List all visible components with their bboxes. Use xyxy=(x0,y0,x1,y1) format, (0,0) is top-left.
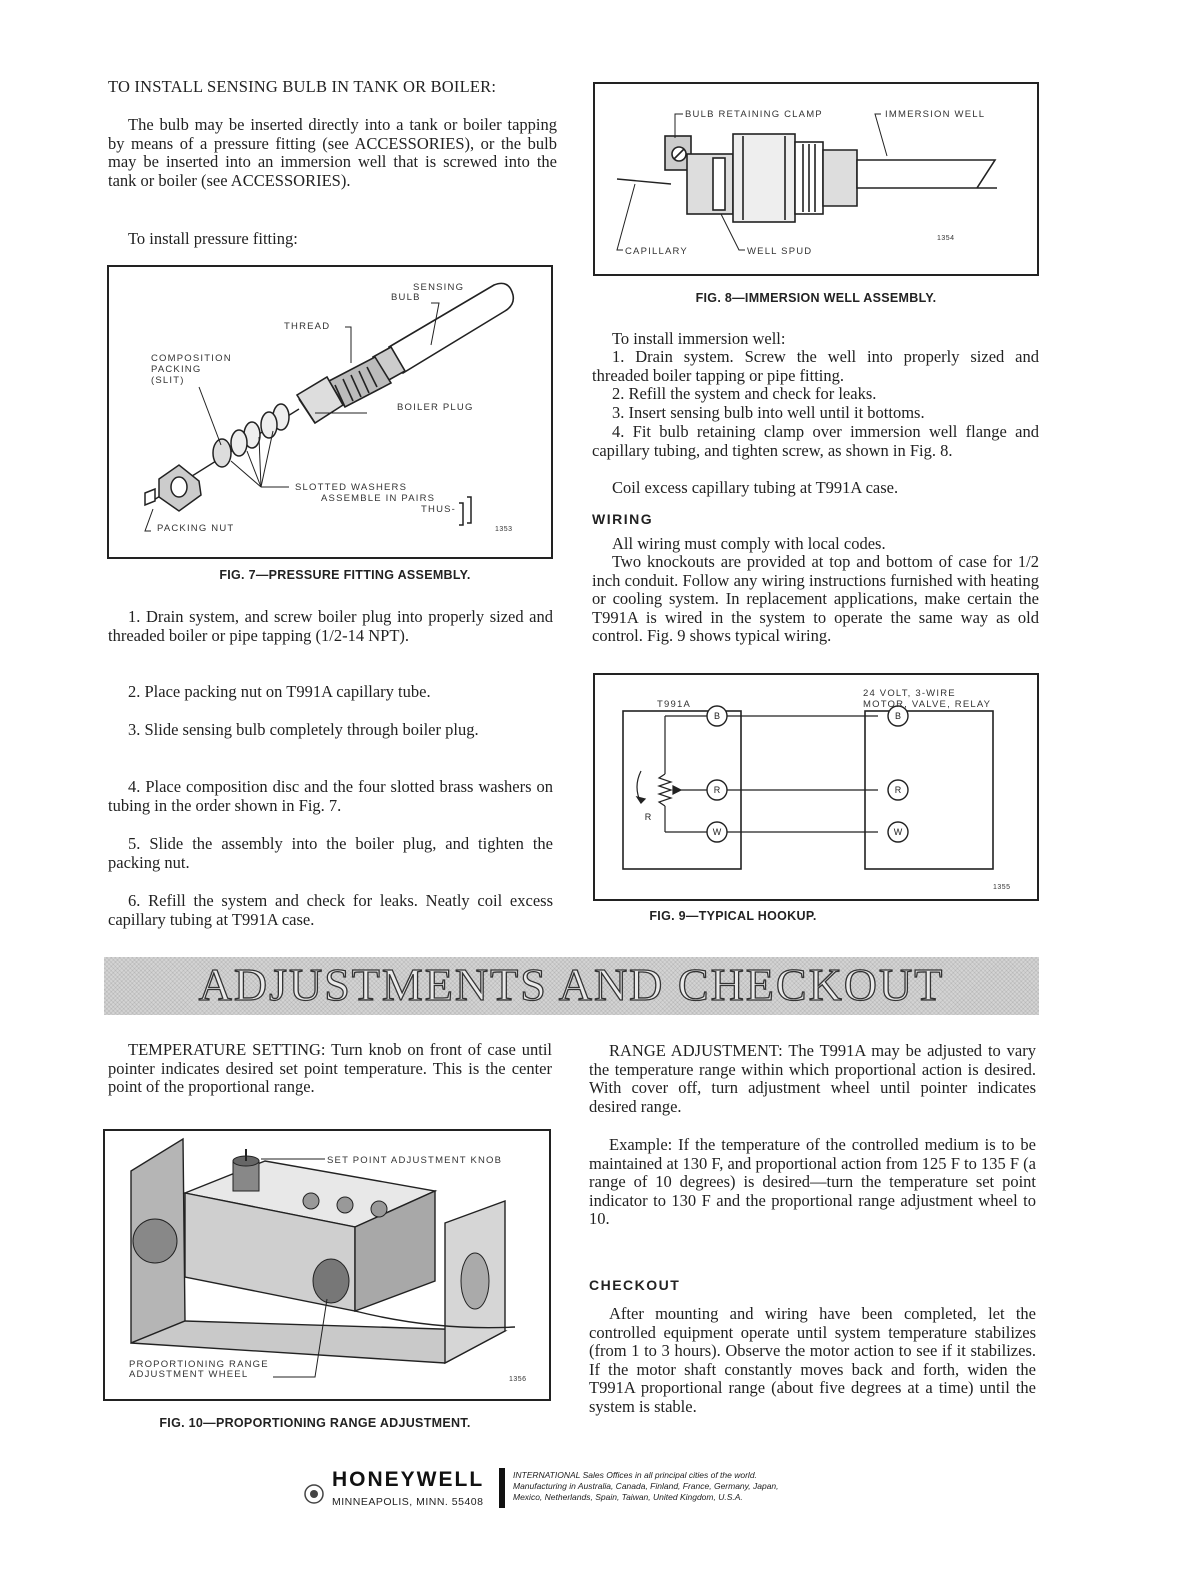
fig7-boiler-plug-label: BOILER PLUG xyxy=(397,402,474,413)
install-heading: TO INSTALL SENSING BULB IN TANK OR BOILER: xyxy=(108,77,497,96)
fig7-slotted-label-1: SLOTTED WASHERS xyxy=(295,482,408,493)
immersion-step-3: 3. Insert sensing bulb into well until it bottoms. xyxy=(612,403,925,422)
section-banner xyxy=(104,957,1039,1015)
fig10-wheel-label-2: ADJUSTMENT WHEEL xyxy=(129,1369,249,1380)
fig8-well-label: IMMERSION WELL xyxy=(885,109,986,120)
fig9-device-label-2: MOTOR, VALVE, RELAY xyxy=(863,699,992,710)
fig9-device-label-1: 24 VOLT, 3-WIRE xyxy=(863,688,956,699)
temperature-setting: TEMPERATURE SETTING: Turn knob on front of case until pointer indicates desired set point temperature. This is the center point of the proportional range. xyxy=(108,1040,552,1097)
wiring-para-2: Two knockouts are provided at top and bottom of case for 1/2 inch conduit. Follow any wiring instructions furnished with heating or cooling system. In replacement applications, make certain the T991A is wired in the system to operate the same way as old control. Fig. 9 shows typical wiring. xyxy=(592,552,1039,646)
fig10-caption: FIG. 10—PROPORTIONING RANGE ADJUSTMENT. xyxy=(159,1416,471,1430)
fig9-drawing xyxy=(595,675,1037,899)
fig8-capillary-label: CAPILLARY xyxy=(625,246,688,257)
pressure-step-1: 1. Drain system, and screw boiler plug into properly sized and threaded boiler or pipe tapping (1/2-14 NPT). xyxy=(108,607,553,645)
fig9-terminal-b-left: B xyxy=(713,711,721,721)
fig8-number: 1354 xyxy=(937,235,955,242)
fig7-slit-label: (SLIT) xyxy=(151,375,185,386)
pressure-step-2: 2. Place packing nut on T991A capillary tube. xyxy=(128,682,431,701)
fig10-number: 1356 xyxy=(509,1376,527,1383)
checkout-text: After mounting and wiring have been completed, let the controlled equipment operate until system temperature stabilizes (from 1 to 3 hours). Observe the motor action to see if it stabilizes. If the motor shaft constantly moves back and forth, widen the T991A proportional range (about five degrees at a time) until the system is stable. xyxy=(589,1304,1036,1416)
footer-city: MINNEAPOLIS, MINN. 55408 xyxy=(332,1496,484,1508)
pressure-step-3: 3. Slide sensing bulb completely through boiler plug. xyxy=(128,720,479,739)
fig8-frame xyxy=(593,82,1039,276)
fig7-number: 1353 xyxy=(495,526,513,533)
fig9-terminal-r-left: R xyxy=(713,785,721,795)
pressure-step-4: 4. Place composition disc and the four slotted brass washers on tubing in the order shown in Fig. 7. xyxy=(108,777,553,815)
fig9-terminal-w-right: W xyxy=(893,827,903,837)
immersion-step-4: 4. Fit bulb retaining clamp over immersion well flange and capillary tubing, and tighten screw, as shown in Fig. 8. xyxy=(592,422,1039,460)
range-adjustment: RANGE ADJUSTMENT: The T991A may be adjusted to vary the temperature range within which proportional action is desired. With cover off, turn adjustment wheel until pointer indicates desired range. xyxy=(589,1041,1036,1116)
pressure-step-5: 5. Slide the assembly into the boiler plug, and tighten the packing nut. xyxy=(108,834,553,872)
immersion-step-2: 2. Refill the system and check for leaks. xyxy=(612,384,877,403)
footer-intl-line-1: INTERNATIONAL Sales Offices in all principal cities of the world. xyxy=(513,1470,757,1480)
fig9-terminal-w-left: W xyxy=(712,827,722,837)
immersion-step-1: 1. Drain system. Screw the well into properly sized and threaded boiler tapping or pipe fitting. xyxy=(592,347,1039,385)
pressure-intro: To install pressure fitting: xyxy=(128,229,298,248)
fig8-caption: FIG. 8—IMMERSION WELL ASSEMBLY. xyxy=(695,291,937,305)
fig7-bulb-label: BULB xyxy=(391,292,421,303)
range-example: Example: If the temperature of the controlled medium is to be maintained at 130 F, and proportional action from 125 F to 135 F (a range of 10 degrees) is desired—turn the temperature set point indicator to 130 F and the proportional range adjustment wheel to 10. xyxy=(589,1135,1036,1229)
fig9-t991a-label: T991A xyxy=(657,699,691,710)
wiring-para-1: All wiring must comply with local codes. xyxy=(612,534,886,553)
footer-divider xyxy=(499,1468,505,1508)
footer-international xyxy=(513,1470,779,1503)
fig9-r-label: R xyxy=(644,812,652,822)
banner-title: ADJUSTMENTS AND CHECKOUT xyxy=(198,959,945,1010)
fig10-frame xyxy=(103,1129,551,1401)
fig10-wheel-label-1: PROPORTIONING RANGE xyxy=(129,1359,269,1370)
fig9-number: 1355 xyxy=(993,884,1011,891)
fig8-spud-label: WELL SPUD xyxy=(747,246,813,257)
fig10-knob-label: SET POINT ADJUSTMENT KNOB xyxy=(327,1155,503,1166)
footer-intl-line-3: Mexico, Netherlands, Spain, Taiwan, United Kingdom, U.S.A. xyxy=(513,1492,743,1502)
fig7-caption: FIG. 7—PRESSURE FITTING ASSEMBLY. xyxy=(219,568,471,582)
footer-intl-line-2: Manufacturing in Australia, Canada, Finland, France, Germany, Japan, xyxy=(513,1481,779,1491)
fig7-drawing xyxy=(109,267,551,557)
pressure-step-6: 6. Refill the system and check for leaks. Neatly coil excess capillary tubing at T991A case. xyxy=(108,891,553,929)
fig10-drawing xyxy=(105,1131,549,1399)
honeywell-seal-icon xyxy=(302,1482,326,1506)
checkout-heading: CHECKOUT xyxy=(589,1277,681,1293)
fig9-terminal-r-right: R xyxy=(894,785,902,795)
install-intro: The bulb may be inserted directly into a tank or boiler tapping by means of a pressure fitting (see ACCESSORIES), or the bulb may be inserted into an immersion well that is screwed into the tank or boiler (see ACCESSORIES). xyxy=(108,115,557,190)
fig7-packing-nut-label: PACKING NUT xyxy=(157,523,235,534)
fig8-clamp-label: BULB RETAINING CLAMP xyxy=(685,109,823,120)
fig8-drawing xyxy=(595,84,1037,274)
fig7-slotted-label-2: ASSEMBLE IN PAIRS xyxy=(321,493,436,504)
fig9-caption: FIG. 9—TYPICAL HOOKUP. xyxy=(649,909,817,923)
immersion-coil: Coil excess capillary tubing at T991A case. xyxy=(612,478,899,497)
immersion-intro: To install immersion well: xyxy=(612,329,786,348)
fig7-slotted-label-3: THUS- xyxy=(421,504,457,515)
fig7-composition-label: COMPOSITION xyxy=(151,353,232,364)
fig9-device-box xyxy=(865,711,993,869)
fig7-sensing-label: SENSING xyxy=(413,282,465,293)
fig7-thread-label: THREAD xyxy=(284,321,331,332)
footer-brand: HONEYWELL xyxy=(332,1468,485,1491)
fig7-packing-label: PACKING xyxy=(151,364,202,375)
fig7-frame xyxy=(107,265,553,559)
fig9-frame xyxy=(593,673,1039,901)
fig9-terminal-b-right: B xyxy=(894,711,902,721)
wiring-heading: WIRING xyxy=(592,511,654,527)
